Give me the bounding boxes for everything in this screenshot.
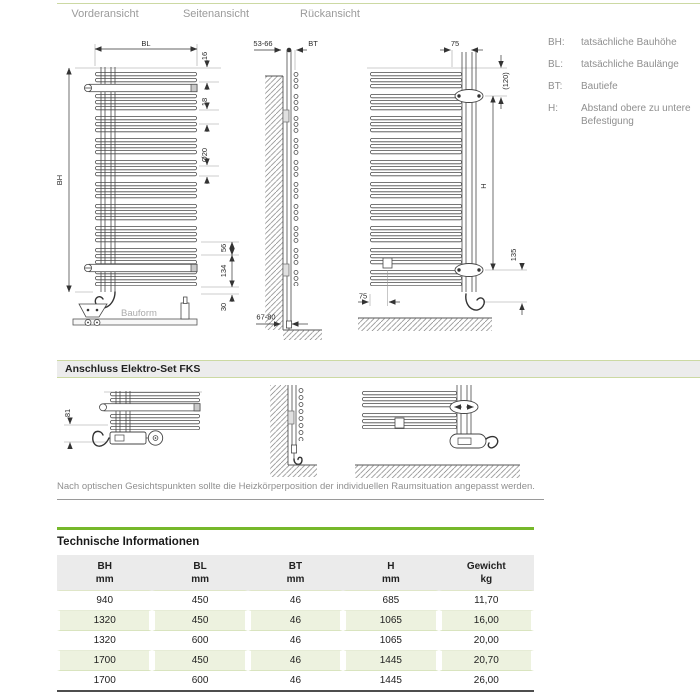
cell-gewicht: 26,00 (439, 671, 534, 690)
elektro-rear-floor-hatch (355, 465, 520, 478)
rear-collector-pipes (462, 52, 476, 292)
table-row (57, 611, 534, 631)
elektro-front-cable (93, 431, 109, 446)
cell-h: 685 (343, 591, 438, 611)
rear-view-title: Rückansicht (300, 8, 360, 20)
rear-dim-h (479, 96, 527, 270)
table-row (57, 591, 534, 611)
svg-text:BT: BT (308, 39, 318, 48)
side-bracket-bottom (283, 264, 289, 276)
elektro-side-element (291, 445, 296, 453)
elektro-front-drawing (60, 385, 235, 485)
rear-mounting-oval-top (455, 90, 483, 103)
side-wall-hatch (265, 76, 283, 330)
svg-text:53-66: 53-66 (253, 39, 273, 48)
dimension-legend (548, 36, 700, 137)
svg-text:(120): (120) (501, 72, 510, 90)
tech-info-section (57, 527, 534, 692)
cell-gewicht: 20,00 (439, 631, 534, 651)
tech-table (57, 555, 534, 690)
side-tube-ends (292, 72, 300, 286)
side-floor-hatch (283, 330, 322, 340)
svg-text:75: 75 (358, 291, 368, 301)
elektro-rear-tubes (362, 391, 457, 429)
cell-bt: 46 (248, 611, 343, 631)
side-view-drawing (250, 36, 330, 336)
front-dim-bl (95, 39, 197, 66)
cell-gewicht: 11,70 (439, 591, 534, 611)
cell-bl: 600 (152, 671, 247, 690)
legend-key: H: (548, 103, 558, 114)
legend-key: BT: (548, 81, 563, 92)
cell-gewicht: 20,70 (439, 651, 534, 671)
front-dim-30 (201, 294, 239, 311)
front-dim-56 (201, 242, 239, 255)
col-header-gewicht: Gewicht kg (439, 555, 534, 591)
legend-item-h (548, 102, 700, 128)
legend-key: BL: (548, 59, 564, 70)
col-header-h: H mm (343, 555, 438, 591)
elektro-rear-cable (486, 437, 498, 448)
elektro-rear-drawing (350, 385, 540, 485)
front-radiator-tubes (95, 72, 197, 286)
cell-bt: 46 (248, 631, 343, 651)
elektro-side-cable (294, 457, 302, 464)
tech-table-header (57, 555, 534, 591)
front-dim-o20 (199, 148, 219, 184)
table-row (57, 631, 534, 651)
rear-radiator-tubes (370, 72, 462, 286)
cell-bh: 1320 (57, 631, 152, 651)
top-divider (57, 3, 700, 4)
bauform-label: Bauform (121, 308, 157, 319)
front-dim-bh (55, 68, 93, 292)
cell-gewicht: 16,00 (439, 611, 534, 631)
cell-h: 1065 (343, 631, 438, 651)
rear-view-drawing (355, 36, 545, 336)
rear-floor-hatch (358, 318, 492, 331)
table-row (57, 651, 534, 671)
cell-bl: 450 (152, 611, 247, 631)
legend-text: tatsächliche Baulänge (581, 59, 679, 70)
svg-text:BH: BH (55, 174, 64, 186)
elektro-dim-81 (63, 409, 108, 449)
green-accent-bar (57, 527, 534, 530)
front-dim-134 (201, 255, 239, 287)
rear-dim-75-top (440, 39, 483, 67)
svg-text:Ø20: Ø20 (200, 147, 209, 163)
position-note: Nach optischen Gesichtspunkten sollte die Heizkörperposition der individuellen Raumsituation angepasst werden. (57, 481, 535, 492)
legend-key: BH: (548, 37, 565, 48)
cell-bh: 940 (57, 591, 152, 611)
side-bracket-top (283, 110, 289, 122)
cell-h: 1445 (343, 671, 438, 690)
rear-drain-fitting (383, 258, 392, 268)
table-bottom-rule (57, 690, 534, 692)
col-header-bt: BT mm (248, 555, 343, 591)
svg-text:56: 56 (219, 243, 228, 253)
elektro-side-drawing (255, 385, 320, 485)
rear-mounting-oval-bottom (455, 264, 483, 277)
svg-text:BL: BL (141, 39, 151, 48)
cell-bt: 46 (248, 671, 343, 690)
side-dim-top (253, 39, 318, 70)
cell-bh: 1320 (57, 611, 152, 631)
elektro-rear-element (450, 434, 486, 448)
front-view-drawing (55, 36, 250, 336)
elektro-rear-fitting (395, 418, 404, 428)
cell-bt: 46 (248, 651, 343, 671)
svg-text:16: 16 (200, 51, 209, 61)
cell-h: 1065 (343, 611, 438, 631)
svg-text:135: 135 (509, 248, 518, 262)
legend-text: Abstand obere zu untere Befestigung (581, 103, 691, 127)
elektro-side-wall-hatch (270, 385, 288, 477)
legend-item-bl (548, 58, 700, 71)
elektro-section-header: Anschluss Elektro-Set FKS (57, 360, 700, 378)
svg-text:30: 30 (219, 302, 228, 312)
cell-bh: 1700 (57, 651, 152, 671)
svg-text:81: 81 (63, 408, 72, 418)
cell-bl: 450 (152, 591, 247, 611)
legend-item-bt (548, 80, 700, 93)
legend-text: tatsächliche Bauhöhe (581, 37, 677, 48)
side-pipe (287, 50, 291, 321)
col-header-bl: BL mm (152, 555, 247, 591)
rear-power-cable (466, 294, 485, 310)
cell-bl: 600 (152, 631, 247, 651)
note-divider (57, 499, 544, 500)
table-row (57, 671, 534, 690)
svg-text:67-80: 67-80 (256, 312, 276, 322)
svg-text:18: 18 (200, 97, 209, 107)
cell-bh: 1700 (57, 671, 152, 690)
legend-text: Bautiefe (581, 81, 618, 92)
svg-text:75: 75 (450, 39, 460, 48)
elektro-side-floor-hatch (288, 465, 317, 477)
side-element-socket (286, 321, 291, 328)
elektro-front-valve (100, 404, 107, 411)
front-view-title: Vorderansicht (71, 8, 139, 20)
svg-text:134: 134 (219, 264, 228, 278)
legend-item-bh (548, 36, 700, 49)
cell-bt: 46 (248, 591, 343, 611)
bauform-pin-icon (181, 303, 189, 319)
cell-bl: 450 (152, 651, 247, 671)
cell-h: 1445 (343, 651, 438, 671)
elektro-rear-oval (450, 401, 478, 414)
elektro-side-bracket (288, 411, 294, 424)
bauform-funnel-icon (79, 304, 107, 317)
elektro-heating-element (110, 431, 163, 445)
rear-dim-120 (485, 55, 510, 109)
svg-text:H: H (479, 183, 488, 189)
rear-dim-135 (483, 249, 527, 315)
col-header-bh: BH mm (57, 555, 152, 591)
side-view-title: Seitenansicht (182, 8, 250, 20)
front-dim-16 (199, 52, 219, 90)
bauform-icons (73, 297, 197, 326)
tech-table-title: Technische Informationen (57, 536, 200, 548)
front-dim-18 (199, 98, 219, 132)
elektro-side-tube-ends (297, 387, 305, 441)
